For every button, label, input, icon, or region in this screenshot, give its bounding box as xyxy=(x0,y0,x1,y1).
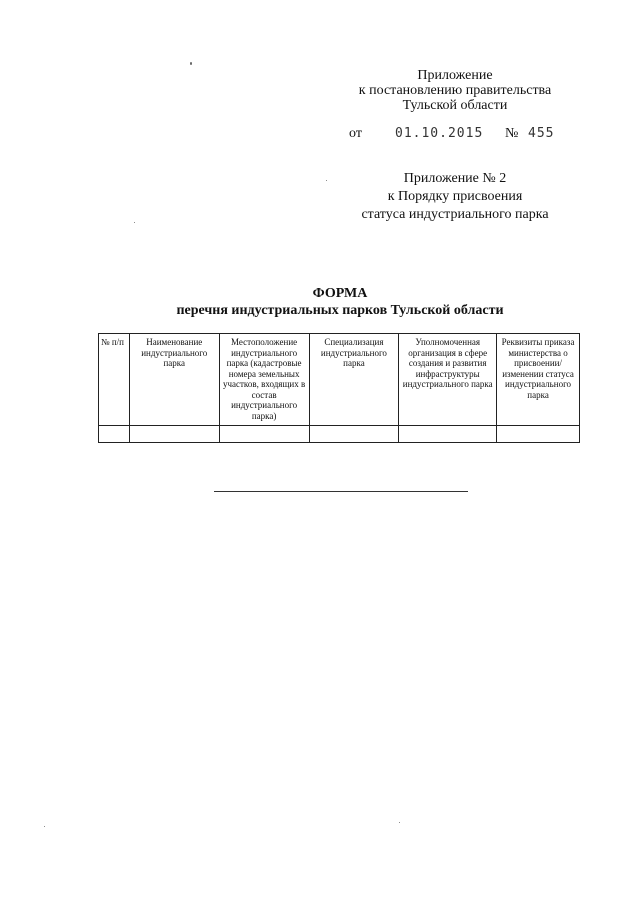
table-cell xyxy=(497,426,580,443)
table-cell xyxy=(399,426,497,443)
appendix-2-block xyxy=(300,170,610,224)
table-cell xyxy=(219,426,309,443)
appendix-2-procedure-line: к Порядку присвоения xyxy=(387,189,523,204)
scan-speck xyxy=(44,826,45,827)
end-divider-line xyxy=(214,491,468,492)
resolution-date: 01.10.2015 xyxy=(395,126,484,141)
header-specialization: Специализация индустриального парка xyxy=(309,334,399,426)
scan-speck xyxy=(134,222,135,223)
header-park-name: Наименование индустриального парка xyxy=(129,334,219,426)
header-location: Местоположение индустриального парка (кадастровые номера земельных участков, входящих в состав индустриального парка) xyxy=(219,334,309,426)
resolution-date-line xyxy=(349,126,609,144)
table-row xyxy=(99,426,580,443)
header-authorized-organization: Уполномоченная организация в сфере создания и развития инфраструктуры индустриального парка xyxy=(399,334,497,426)
date-from-label: от xyxy=(349,126,362,141)
scan-speck xyxy=(399,822,400,823)
table-cell xyxy=(309,426,399,443)
table-cell xyxy=(129,426,219,443)
appendix-resolution-line: к постановлению правительства xyxy=(358,83,552,98)
appendix-heading: Приложение xyxy=(417,68,493,83)
appendix-2-status-line: статуса индустриального парка xyxy=(361,207,549,222)
table-cell xyxy=(99,426,130,443)
table-header-row xyxy=(99,334,580,426)
appendix-2-heading: Приложение № 2 xyxy=(403,171,507,186)
number-label: № xyxy=(505,126,519,141)
resolution-number: 455 xyxy=(528,126,555,141)
scan-speck xyxy=(190,62,192,65)
form-title-subheading: перечня индустриальных парков Тульской области xyxy=(176,303,504,318)
appendix-to-resolution xyxy=(300,68,610,113)
appendix-region-line: Тульской области xyxy=(402,98,508,113)
form-title xyxy=(100,285,580,319)
header-order-details: Реквизиты приказа министерства о присвоении/ изменении статуса индустриального парка xyxy=(497,334,580,426)
form-title-heading: ФОРМА xyxy=(312,286,368,301)
industrial-parks-table xyxy=(98,333,580,443)
header-number: № п/п xyxy=(99,334,130,426)
